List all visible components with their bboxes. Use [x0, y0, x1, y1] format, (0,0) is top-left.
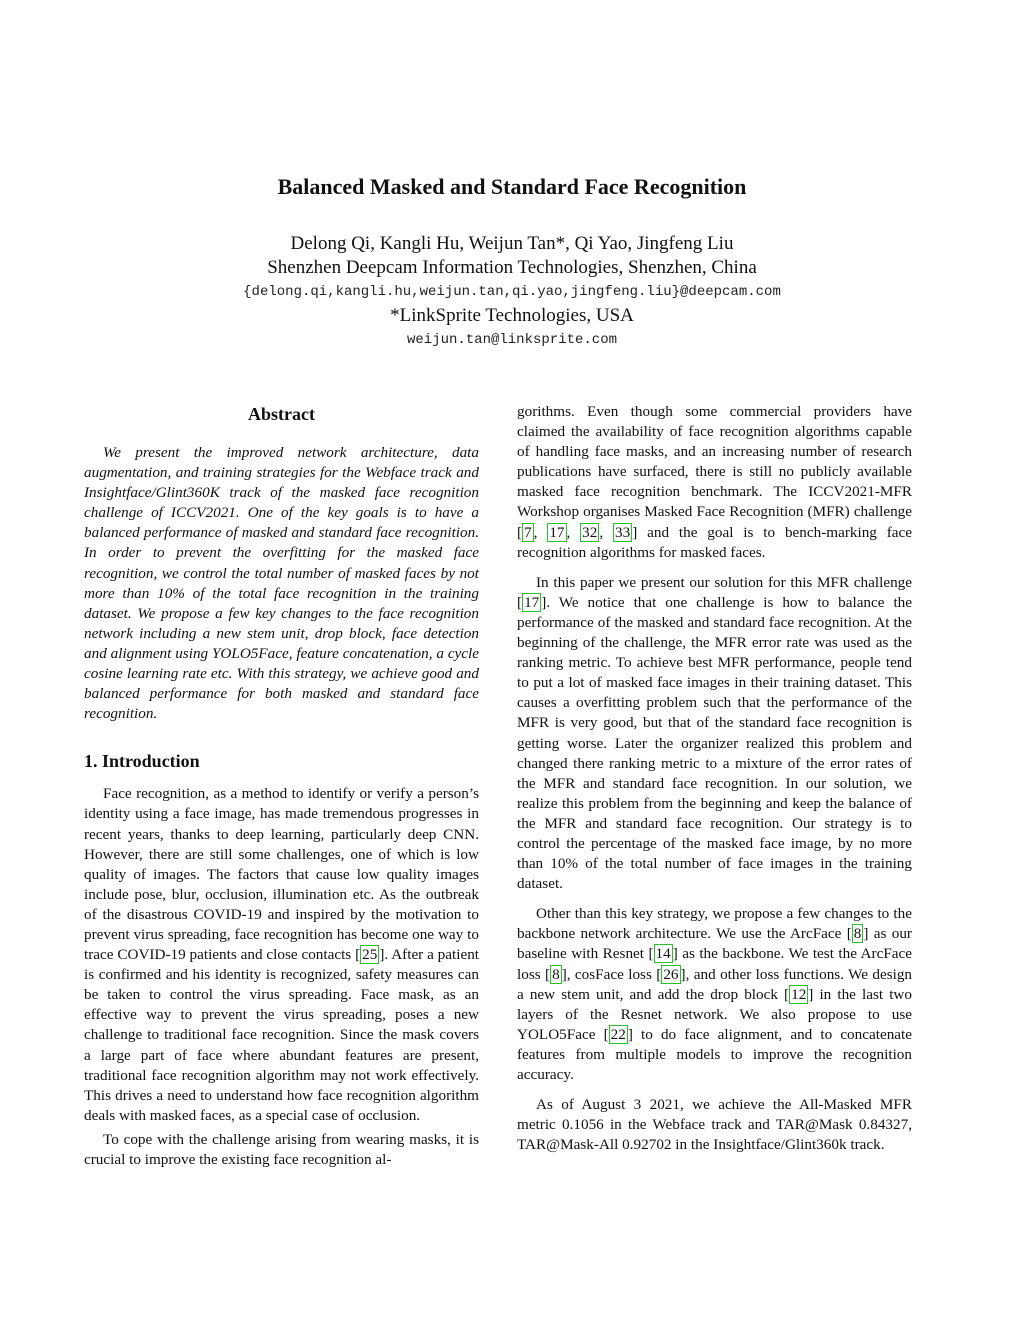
citation-8[interactable]: 8 — [853, 925, 862, 943]
citation-7[interactable]: 7 — [524, 523, 532, 541]
abstract-heading: Abstract — [248, 404, 315, 424]
intro-p5-d: , cosFace loss — [566, 965, 652, 983]
citation-17[interactable]: 17 — [524, 593, 540, 611]
affiliation-2: *LinkSprite Technologies, USA — [390, 305, 634, 326]
section-heading-introduction: 1. Introduction — [84, 751, 200, 772]
intro-p1-b: . After a patient is confirmed and his identity is recognized, safety measures can be taken to control the virus spreading. Face mask, as an effective way to prevent the virus spreading, poses a new challenge to traditional face recognition. Since the mask covers a large part of face where abundant features are present, traditional face recognition algorithm may not work effectively. This drives a need to understand how face recognition algorithm deals with masked faces, as a special case of occlusion. — [84, 946, 480, 1124]
intro-p3-b: and the goal is to bench-marking face recognition algorithms for masked faces. — [517, 523, 913, 561]
citation-12[interactable]: 12 — [791, 985, 807, 1003]
right-column — [517, 402, 912, 1165]
citation-33[interactable]: 33 — [615, 523, 631, 541]
intro-p5-b: as our baseline with Resnet — [517, 925, 912, 963]
affiliation-1: Shenzhen Deepcam Information Technologies, Shenzhen, China — [267, 257, 757, 278]
citation-26[interactable]: 26 — [663, 965, 679, 983]
intro-p5-e: , and other loss functions. We design a new stem unit, and add the drop block — [517, 965, 913, 1003]
intro-paragraph-4: In this paper we present our solution for this MFR challenge [ 17 ]. We notice that one challenge is how to balance the performance of the masked and standard face recognition. At the beginning of the challenge, the MFR error rate was used as the ranking metric. To achieve best MFR performance, people tend to put a lot of masked face images in their training dataset. This causes a overfitting problem such that the performance of the MFR is very good, but that of the standard face recognition is getting worse. Later the organizer realized this problem and changed there ranking metric to a mixture of the error rates of the MFR and standard face recognition. In our solution, we realize this problem from the beginning and keep the balance of the MFR and standard face recognition. Our strategy is to control the percentage of the masked face image, by no more than 10% of the total number of face images in the training dataset. — [517, 573, 912, 893]
citation-22[interactable]: 22 — [610, 1025, 626, 1043]
intro-p3-a: gorithms. Even though some commercial providers have claimed the availability of face recognition algorithms capable of handling face masks, and an increasing number of research publications have surfaced, there is still no publicly available masked face recognition benchmark. The ICCV2021-MFR Workshop organises Masked Face Recognition (MFR) challenge — [517, 403, 912, 521]
citation-32[interactable]: 32 — [582, 523, 598, 541]
intro-paragraph-3: gorithms. Even though some commercial providers have claimed the availability of face recognition algorithms capable of handling face masks, and an increasing number of research publications have surfaced, there is still no publicly available masked face recognition benchmark. The ICCV2021-MFR Workshop organises Masked Face Recognition (MFR) challenge [ 7 , 17 , 32 , 33 ] and the goal is to bench-marking face recognition algorithms for masked faces. — [517, 403, 913, 561]
title-block — [0, 172, 1024, 352]
left-column — [84, 402, 479, 1170]
intro-p5-a: Other than this key strategy, we propose a few changes to the backbone network architecture. We use the ArcFace — [517, 905, 912, 943]
intro-p5-c: as the backbone. We test the ArcFace loss — [517, 945, 912, 983]
intro-paragraph-6: As of August 3 2021, we achieve the All-Masked MFR metric 0.1056 in the Webface track and TAR@Mask 0.84327, TAR@Mask-All 0.92702 in the Insightface/Glint360k track. — [517, 1096, 912, 1154]
citation-25[interactable]: 25 — [362, 946, 378, 964]
email-2: weijun.tan@linksprite.com — [406, 332, 618, 348]
intro-p5-f: in the last two layers of the Resnet network. We also propose to use YOLO5Face — [517, 985, 912, 1043]
intro-p4-a: In this paper we present our solution for this MFR challenge — [536, 573, 912, 591]
intro-p5-g: to do face alignment, and to concatenate features from multiple models to improve the recognition accuracy. — [517, 1025, 912, 1083]
intro-p1-a: Face recognition, as a method to identify or verify a person’s identity using a face image, has made tremendous progresses in recent years, thanks to deep learning, particularly deep CNN. However, there are still some challenges, one of which is low quality of images. The factors that cause low quality images include pose, blur, occlusion, illumination etc. As the outbreak of the disastrous COVID-19 and inspired by the motivation to prevent virus spreading, face recognition has become one way to trace COVID-19 patients and close contacts — [84, 785, 479, 964]
intro-paragraph-1: Face recognition, as a method to identify or verify a person’s identity using a face image, has made tremendous progresses in recent years, thanks to deep learning, particularly deep CNN. However, there are still some challenges, one of which is low quality of images. The factors that cause low quality images include pose, blur, occlusion, illumination etc. As the outbreak of the disastrous COVID-19 and inspired by the motivation to prevent virus spreading, face recognition has become one way to trace COVID-19 patients and close contacts [ 25 ]. After a patient is confirmed and his identity is recognized, safety measures can be taken to control the virus spreading. Face mask, as an effective way to prevent the virus spreading, poses a new challenge to traditional face recognition. Since the mask covers a large part of face where abundant features are present, traditional face recognition algorithm may not work effectively. This drives a need to understand how face recognition algorithm deals with masked faces, as a special case of occlusion. — [84, 785, 480, 1124]
email-1: {delong.qi,kangli.hu,weijun.tan,qi.yao,jingfeng.liu}@deepcam.com — [243, 284, 781, 300]
citation-17[interactable]: 17 — [549, 523, 565, 541]
citation-8[interactable]: 8 — [552, 965, 560, 983]
abstract-text: We present the improved network architecture, data augmentation, and training strategies for the Webface track and Insightface/Glint360K track of the masked face recognition challenge of ICCV2021. One of the key goals is to have a balanced performance of masked and standard face recognition. In order to prevent the overfitting for the masked face recognition, we control the total number of masked faces by not more than 10% of the total face recognition in the training dataset. We propose a few key changes to the face recognition network including a new stem unit, drop block, face detection and alignment using YOLO5Face, feature concatenation, a cycle cosine learning rate etc. With this strategy, we achieve good and balanced performance for both masked and standard face recognition. — [84, 444, 479, 723]
author-list: Delong Qi, Kangli Hu, Weijun Tan*, Qi Yao, Jingfeng Liu — [290, 233, 734, 254]
intro-p4-b: . We notice that one challenge is how to balance the performance of the masked and standard face recognition. At the beginning of the challenge, the MFR error rate was used as the ranking metric. To achieve best MFR performance, people tend to put a lot of masked face images in their training dataset. This causes a overfitting problem such that the performance of the MFR is very good, but that of the standard face recognition is getting worse. Later the organizer realized this problem and changed there ranking metric to a mixture of the error rates of the MFR and standard face recognition. In our solution, we realize this problem from the beginning and keep the balance of the MFR and standard face recognition. Our strategy is to control the percentage of the masked face image, by no more than 10% of the total number of face images in the training dataset. — [517, 593, 912, 893]
intro-paragraph-5: Other than this key strategy, we propose a few changes to the backbone network architecture. We use the ArcFace [ 8 ] as our baseline with Resnet [ 14 ] as the backbone. We test the ArcFace loss [ 8 ], cosFace loss [ 26 ], and other loss functions. We design a new stem unit, and add the drop block [ 12 ] in the last two layers of the Resnet network. We also propose to use YOLO5Face [ 22 ] to do face alignment, and to concatenate features from multiple models to improve the recognition accuracy. — [517, 905, 913, 1083]
citation-14[interactable]: 14 — [655, 945, 671, 963]
paper-title: Balanced Masked and Standard Face Recognition — [277, 174, 747, 199]
intro-paragraph-2: To cope with the challenge arising from wearing masks, it is crucial to improve the existing face recognition al- — [84, 1130, 479, 1168]
